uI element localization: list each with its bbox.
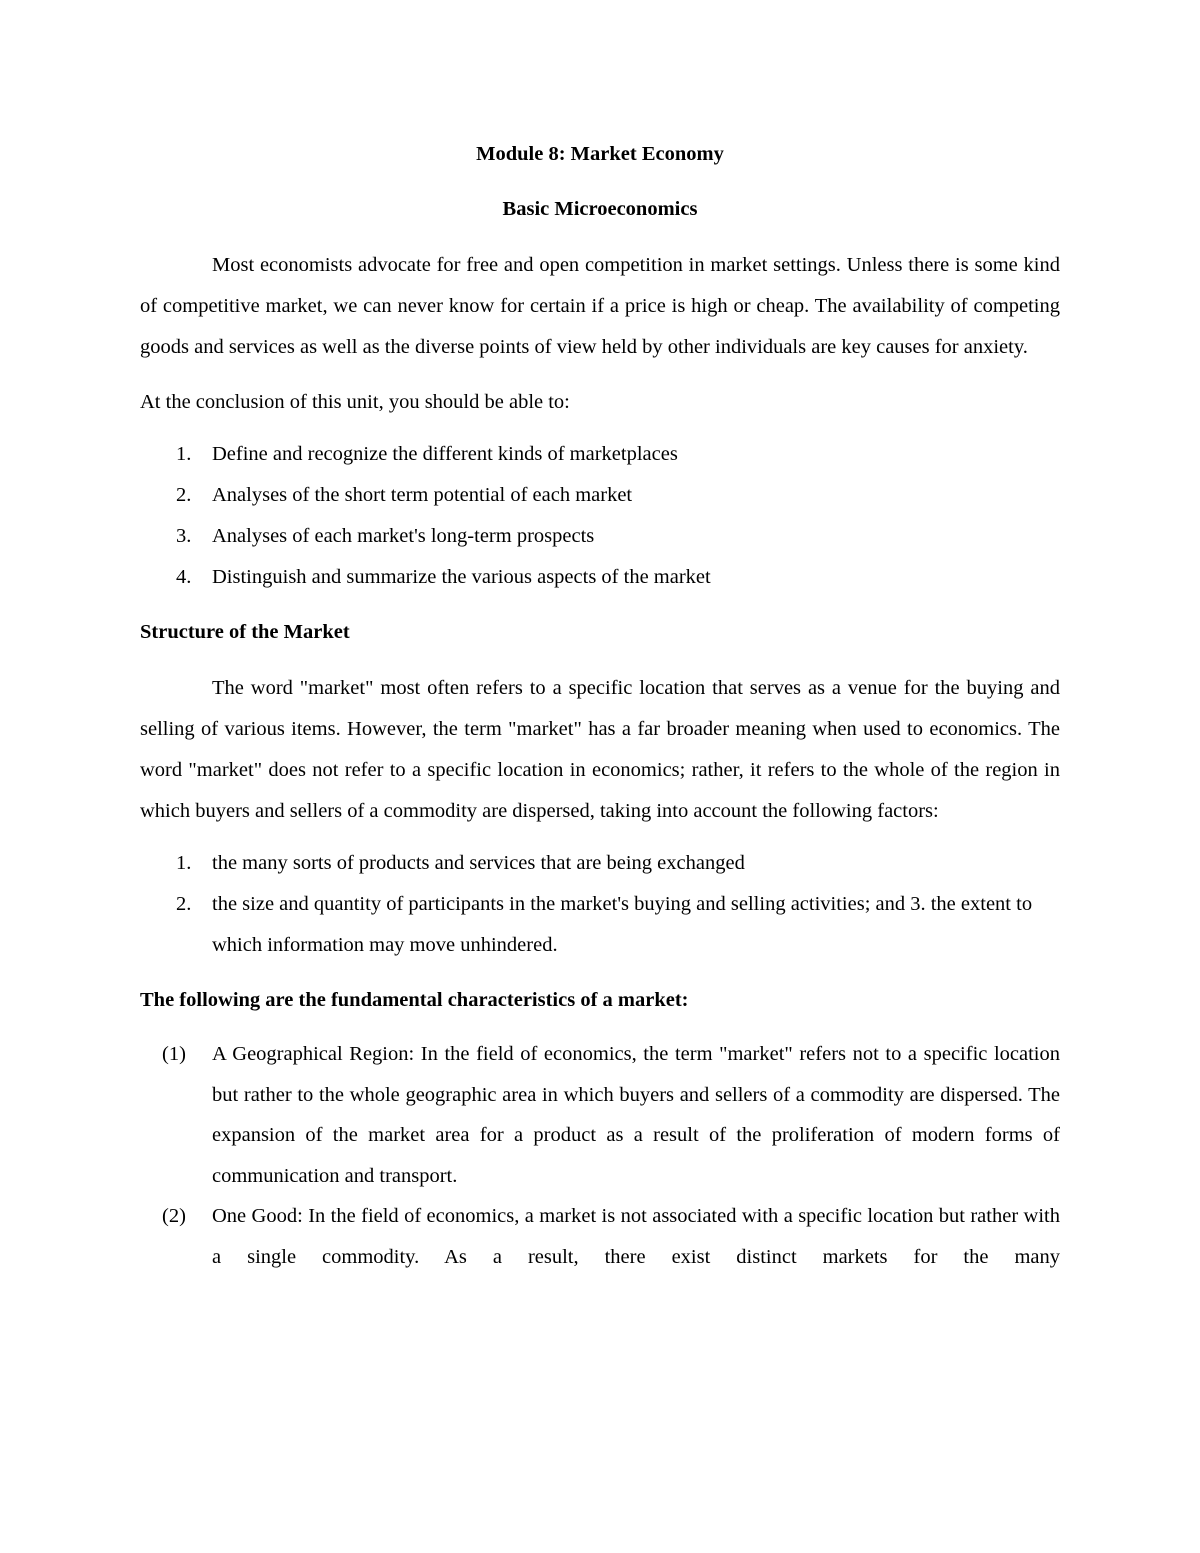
list-item-text: Define and recognize the different kinds of marketplaces: [212, 443, 678, 465]
structure-paragraph: The word "market" most often refers to a specific location that serves as a venue for the buying and selling of various items. However, the term "market" has a far broader meaning when used to economics. The word "market" does not refer to a specific location in economics; rather, it refers to the whole of the region in which buyers and sellers of a commodity are dispersed, taking into account the following factors:: [140, 677, 1060, 822]
list-item: [140, 434, 1060, 475]
list-number: 2.: [176, 484, 192, 506]
list-item-text: One Good: In the field of economics, a market is not associated with a specific location but rather with a single commodity. As a result, there exist distinct markets for the many: [212, 1205, 1060, 1268]
section-heading-structure: Structure of the Market: [140, 621, 350, 643]
list-item-text: Analyses of the short term potential of each market: [212, 484, 633, 506]
list-item: [140, 475, 1060, 516]
list-item: [140, 557, 1060, 598]
list-item: [140, 1196, 1060, 1277]
list-item: [140, 516, 1060, 557]
list-item-text: the size and quantity of participants in the market's buying and selling activities; and 3. the extent to which information may move unhindered.: [212, 893, 1033, 956]
objectives-lead: At the conclusion of this unit, you should be able to:: [140, 391, 570, 413]
list-item-text: Analyses of each market's long-term prospects: [212, 525, 595, 547]
list-number: (1): [162, 1043, 186, 1065]
list-number: 1.: [176, 852, 192, 874]
characteristics-list: [140, 1034, 1060, 1277]
page-subtitle: Basic Microeconomics: [502, 198, 698, 220]
list-number: 3.: [176, 525, 192, 547]
list-number: 2.: [176, 893, 192, 915]
list-item: [140, 1034, 1060, 1196]
list-number: 1.: [176, 443, 192, 465]
list-number: 4.: [176, 566, 192, 588]
page-title: Module 8: Market Economy: [476, 143, 724, 165]
list-item-text: Distinguish and summarize the various aspects of the market: [212, 566, 711, 588]
objectives-list: [140, 434, 1060, 598]
list-number: (2): [162, 1205, 186, 1227]
list-item: [140, 884, 1060, 966]
document-body: [140, 132, 1060, 1277]
list-item-text: the many sorts of products and services that are being exchanged: [212, 852, 745, 874]
intro-paragraph: Most economists advocate for free and open competition in market settings. Unless there is some kind of competitive market, we can never know for certain if a price is high or cheap. The availability of competing goods and services as well as the diverse points of view held by other individuals are key causes for anxiety.: [140, 254, 1060, 358]
list-item-text: A Geographical Region: In the field of economics, the term "market" refers not to a specific location but rather to the whole geographic area in which buyers and sellers of a commodity are dispersed. The expansion of the market area for a product as a result of the proliferation of modern forms of communication and transport.: [212, 1043, 1060, 1187]
section-heading-characteristics: The following are the fundamental characteristics of a market:: [140, 989, 689, 1011]
list-item: [140, 843, 1060, 884]
factors-list: [140, 843, 1060, 966]
